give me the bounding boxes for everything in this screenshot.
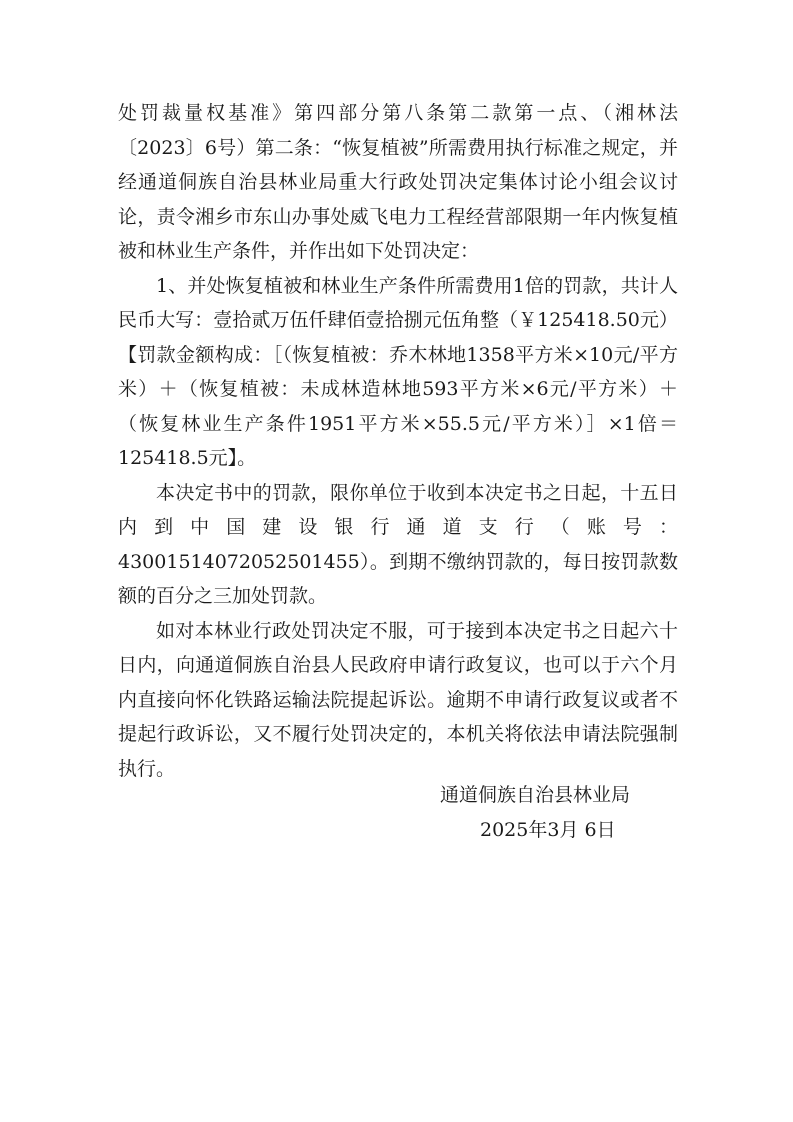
paragraph-legal-basis: 处罚裁量权基准》第四部分第八条第二款第一点、（湘林法〔2023〕6号）第二条：“恢复植被”所需费用执行标准之规定，并经通道侗族自治县林业局重大行政处罚决定集体讨论小组会议讨论，责令湘乡市东山办事处威飞电力工程经营部限期一年内恢复植被和林业生产条件，并作出如下处罚决定： bbox=[118, 102, 678, 262]
signature-block bbox=[440, 778, 700, 847]
paragraph-penalty-amount: 1、并处恢复植被和林业生产条件所需费用1倍的罚款，共计人民币大写：壹拾贰万伍仟肆佰壹拾捌元伍角整（￥125418.50元）【罚款金额构成：［（恢复植被：乔木林地1358平方米×10元/平方米）＋（恢复植被：未成林造林地593平方米×6元/平方米）＋（恢复林业生产条件1951平方米×55.5元/平方米）］×1倍＝125418.5元】。 bbox=[118, 274, 678, 469]
issuing-organization: 通道侗族自治县林业局 bbox=[440, 784, 631, 806]
paragraph-appeal-rights: 如对本林业行政处罚决定不服，可于接到本决定书之日起六十日内，向通道侗族自治县人民政府申请行政复议，也可以于六个月内直接向怀化铁路运输法院提起诉讼。逾期不申请行政复议或者不提起行政诉讼，又不履行处罚决定的，本机关将依法申请法院强制执行。 bbox=[118, 619, 678, 780]
issue-date: 2025年3月 6日 bbox=[480, 818, 616, 841]
paragraph-payment-terms: 本决定书中的罚款，限你单位于收到本决定书之日起，十五日内到中国建设银行通道支行（账号：43001514072052501455）。到期不缴纳罚款的，每日按罚款数额的百分之三加处罚款。 bbox=[118, 481, 678, 607]
document-body bbox=[118, 96, 678, 786]
